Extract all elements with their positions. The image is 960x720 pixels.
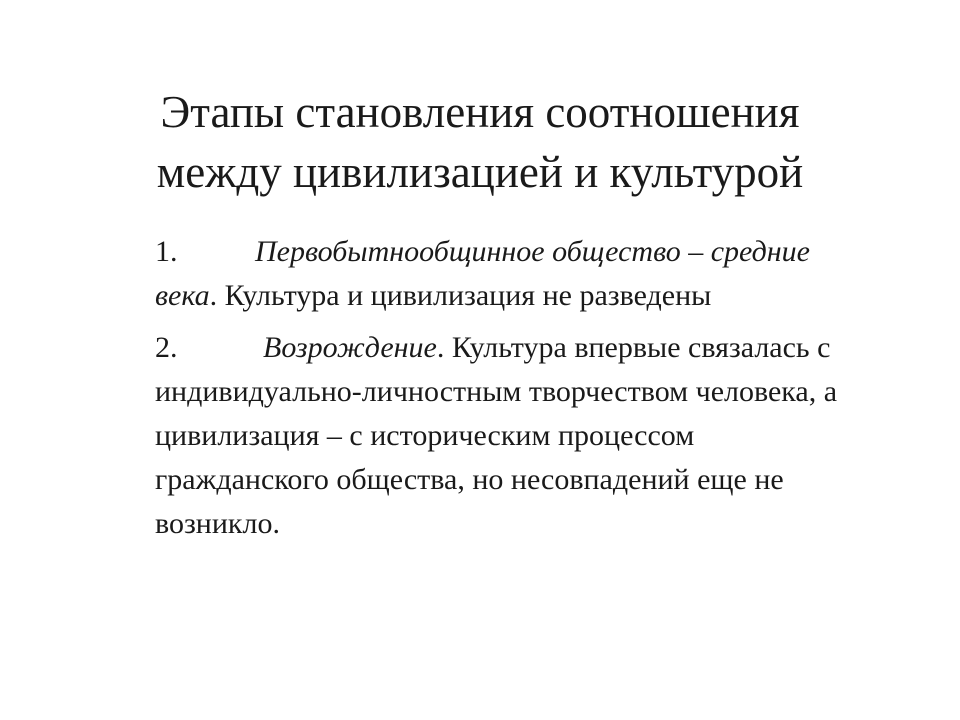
slide-title: [40, 82, 920, 202]
item-text: . Культура впервые связалась с индивидуально-личностным творчеством человека, а цивилизация – с историческим процессом гражданского общества, но несовпадений еще не возникло.: [155, 331, 838, 540]
item-text: . Культура и цивилизация не разведены: [209, 279, 712, 312]
item-italic-text: Первобытнообщинное общество – средние века: [155, 235, 810, 312]
title-line-1: Этапы становления соотношения: [160, 87, 800, 137]
item-number: 2.: [155, 331, 178, 364]
item-number: 1.: [155, 235, 178, 268]
slide-body: [155, 230, 875, 554]
title-line-2: между цивилизацией и культурой: [156, 147, 804, 197]
list-item-2: [155, 326, 875, 546]
list-item-1: [155, 230, 875, 318]
item-italic-text: Возрождение: [263, 331, 437, 364]
